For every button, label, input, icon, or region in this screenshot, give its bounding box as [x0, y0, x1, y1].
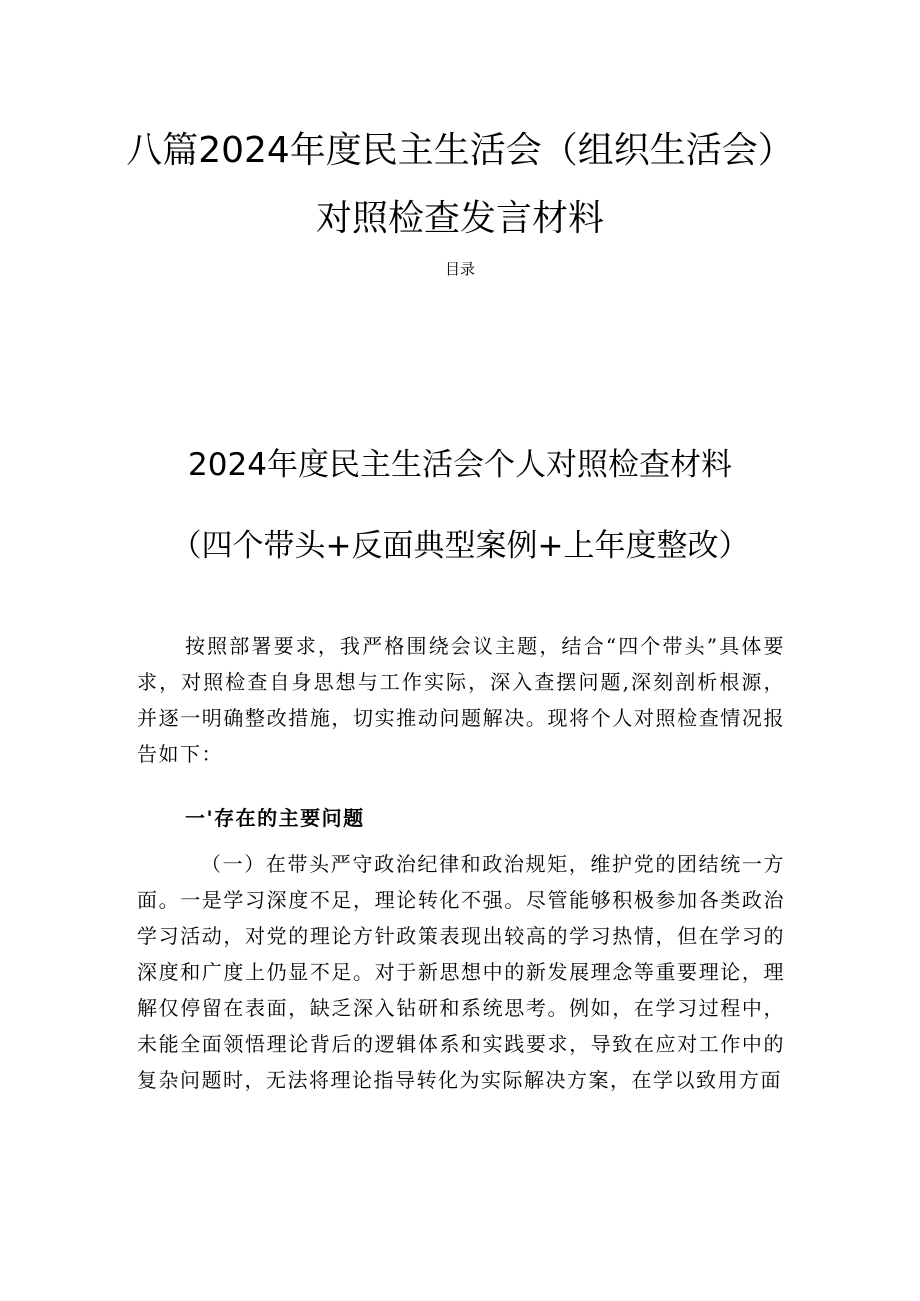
document-subtitle-line-1: 2024年度民主生活会个人对照检查材料: [188, 447, 732, 483]
section-heading: 一'存在的主要问题: [185, 806, 365, 830]
intro-paragraph: 按照部署要求，我严格围绕会议主题，结合“四个带头”具体要求，对照检查自身思想与工作实际，深入查摆问题,深刻剖析根源，并逐一明确整改措施，切实推动问题解决。现将个人对照检查情况报告如下：: [137, 634, 785, 766]
document-title-line-2: 对照检查发言材料: [315, 198, 604, 239]
toc-label: 目录: [444, 260, 475, 278]
body-paragraph: （一）在带头严守政治纪律和政治规矩，维护党的团结统一方面。一是学习深度不足，理论转化不强。尽管能够积极参加各类政治学习活动，对党的理论方针政策表现出较高的学习热情，但在学习的深度和广度上仍显不足。对于新思想中的新发展理念等重要理论，理解仅停留在表面，缺乏深入钻研和系统思考。例如，在学习过程中，未能全面领悟理论背后的逻辑体系和实践要求，导致在应对工作中的复杂问题时，无法将理论指导转化为实际解决方案，在学以致用方面: [137, 852, 785, 1092]
document-subtitle-line-2: （四个带头+反面典型案例+上年度整改）: [170, 528, 750, 564]
document-title-line-1: 八篇2024年度民主生活会（组织生活会）: [126, 130, 794, 171]
